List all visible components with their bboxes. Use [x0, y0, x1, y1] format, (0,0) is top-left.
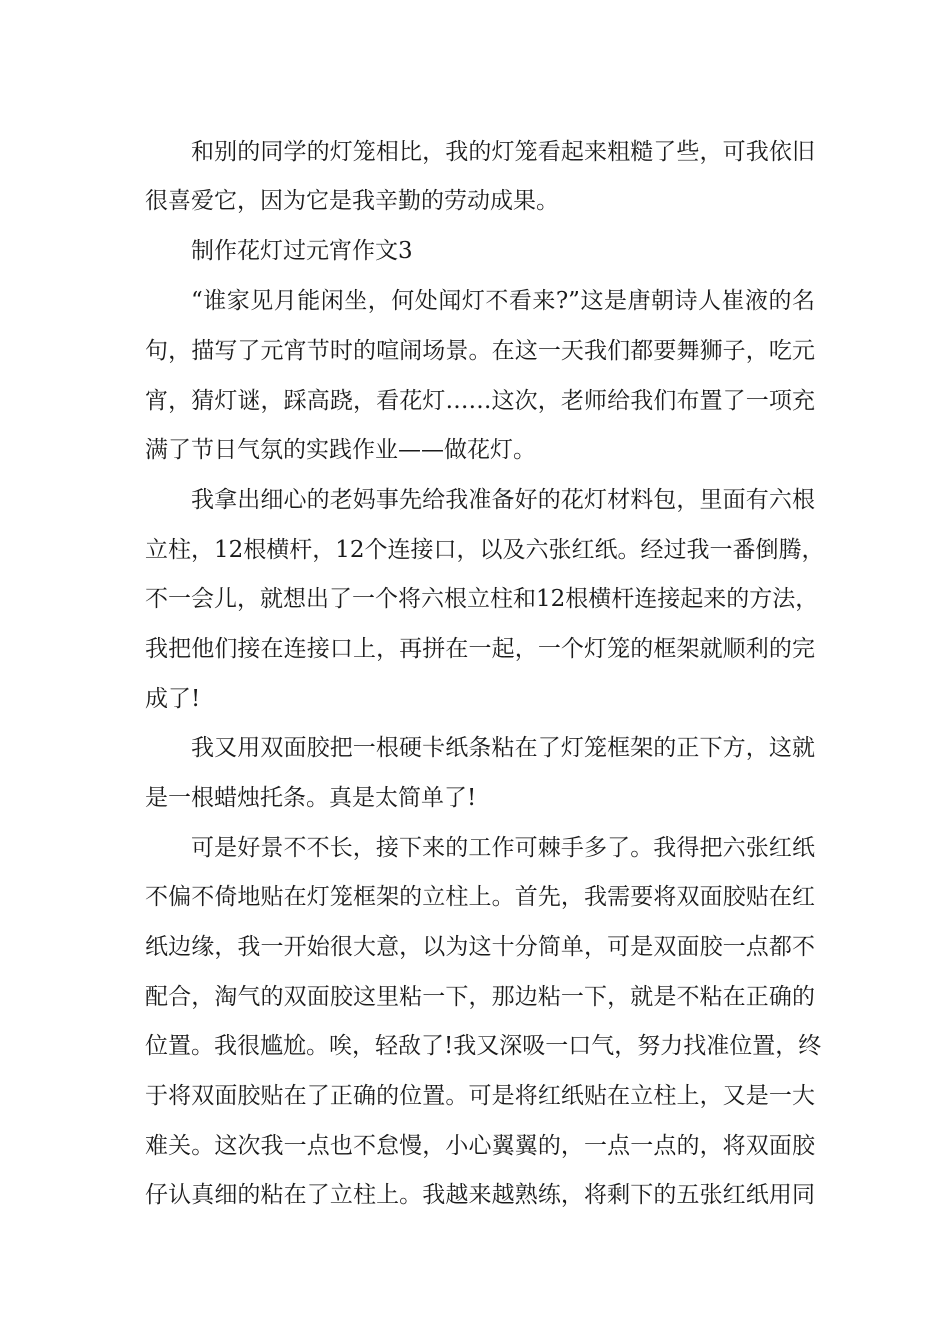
text-line: 可是好景不不长，接下来的工作可棘手多了。我得把六张红纸: [191, 835, 815, 861]
text-line: 成了!: [145, 686, 201, 712]
section-title: 制作花灯过元宵作文3: [191, 238, 413, 264]
text-line: 难关。这次我一点也不怠慢，小心翼翼的，一点一点的，将双面胶: [145, 1133, 815, 1159]
text-line: 位置。我很尴尬。唉，轻敌了!我又深吸一口气，努力找准位置，终: [145, 1033, 822, 1059]
text-line: 纸边缘，我一开始很大意，以为这十分简单，可是双面胶一点都不: [145, 934, 815, 960]
text-line: 于将双面胶贴在了正确的位置。可是将红纸贴在立柱上，又是一大: [145, 1083, 815, 1109]
text-line: 配合，淘气的双面胶这里粘一下，那边粘一下，就是不粘在正确的: [145, 984, 815, 1010]
text-line: 宵，猜灯谜，踩高跷，看花灯……这次，老师给我们布置了一项充: [145, 388, 815, 414]
text-line: 我拿出细心的老妈事先给我准备好的花灯材料包，里面有六根: [191, 487, 815, 513]
text-line: 我把他们接在连接口上，再拼在一起，一个灯笼的框架就顺利的完: [145, 636, 815, 662]
text-line: 和别的同学的灯笼相比，我的灯笼看起来粗糙了些，可我依旧: [191, 139, 815, 165]
text-line: 我又用双面胶把一根硬卡纸条粘在了灯笼框架的正下方，这就: [191, 735, 815, 761]
text-line: 句，描写了元宵节时的喧闹场景。在这一天我们都要舞狮子，吃元: [145, 338, 815, 364]
text-line: “谁家见月能闲坐，何处闻灯不看来?”这是唐朝诗人崔液的名: [191, 288, 815, 314]
text-line: 很喜爱它，因为它是我辛勤的劳动成果。: [145, 188, 559, 214]
text-line: 仔认真细的粘在了立柱上。我越来越熟练，将剩下的五张红纸用同: [145, 1182, 815, 1208]
text-line: 不一会儿，就想出了一个将六根立柱和12根横杆连接起来的方法，: [145, 586, 819, 612]
text-line: 不偏不倚地贴在灯笼框架的立柱上。首先，我需要将双面胶贴在红: [145, 884, 815, 910]
text-line: 是一根蜡烛托条。真是太简单了!: [145, 785, 477, 811]
text-line: 满了节日气氛的实践作业——做花灯。: [145, 437, 536, 463]
text-line: 立柱，12根横杆，12个连接口，以及六张红纸。经过我一番倒腾，: [145, 537, 825, 563]
